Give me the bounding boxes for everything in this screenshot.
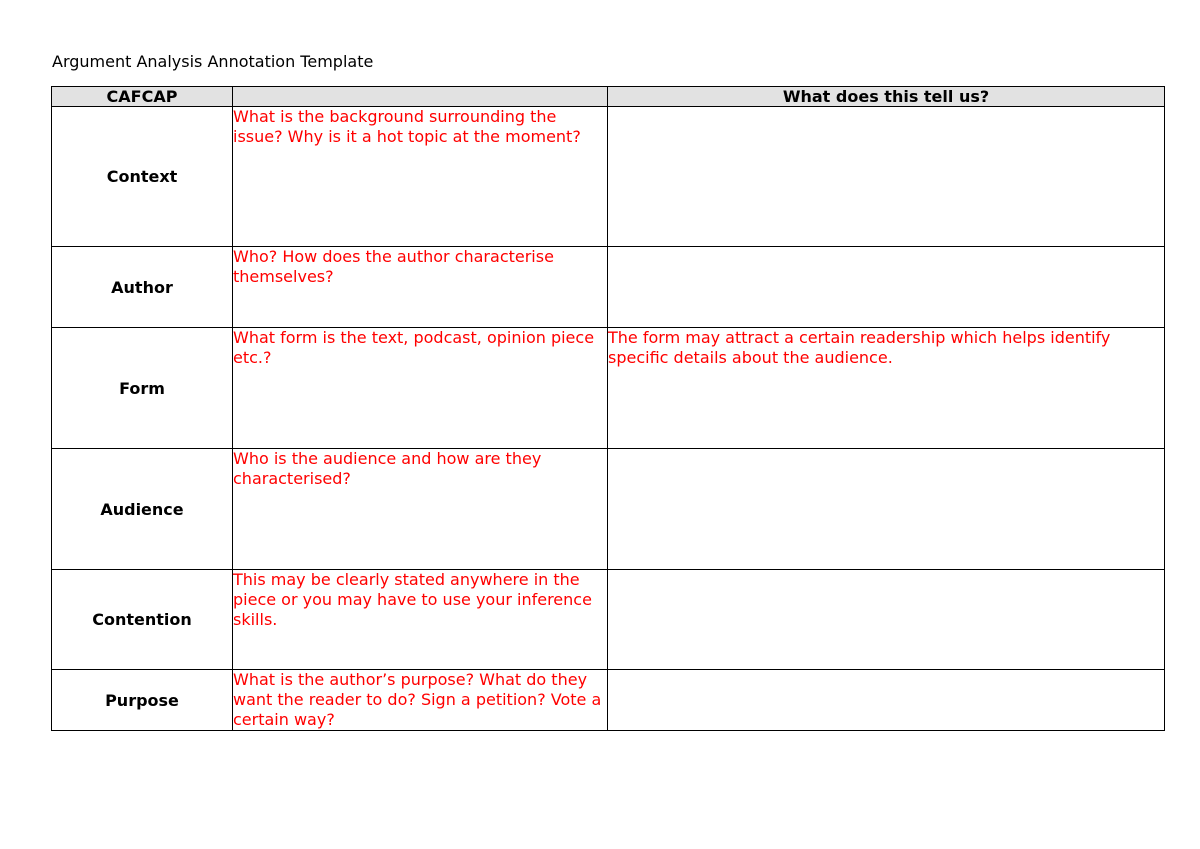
header-cafcap: CAFCAP bbox=[52, 87, 233, 107]
note-cell-form[interactable] bbox=[608, 328, 1165, 449]
header-prompt bbox=[233, 87, 608, 107]
row-label-context: Context bbox=[52, 107, 233, 247]
row-label-contention: Contention bbox=[52, 570, 233, 670]
cafcap-table bbox=[51, 86, 1165, 731]
prompt-cell-author[interactable] bbox=[233, 247, 608, 328]
prompt-text-contention: This may be clearly stated anywhere in the piece or you may have to use your inference skills. bbox=[233, 570, 592, 629]
row-label-form: Form bbox=[52, 328, 233, 449]
table-row-purpose bbox=[52, 670, 1165, 731]
prompt-cell-contention[interactable] bbox=[233, 570, 608, 670]
note-cell-contention[interactable] bbox=[608, 570, 1165, 670]
table-row-audience bbox=[52, 449, 1165, 570]
document-title: Argument Analysis Annotation Template bbox=[52, 52, 374, 71]
row-label-author: Author bbox=[52, 247, 233, 328]
prompt-text-context: What is the background surrounding the issue? Why is it a hot topic at the moment? bbox=[233, 107, 581, 146]
row-label-purpose: Purpose bbox=[52, 670, 233, 731]
note-cell-context[interactable] bbox=[608, 107, 1165, 247]
prompt-cell-audience[interactable] bbox=[233, 449, 608, 570]
note-text-form: The form may attract a certain readership which helps identify specific details about the audience. bbox=[608, 328, 1111, 367]
table-row-form bbox=[52, 328, 1165, 449]
header-what-does-this-tell-us: What does this tell us? bbox=[608, 87, 1165, 107]
prompt-text-audience: Who is the audience and how are they characterised? bbox=[233, 449, 542, 488]
table-row-context bbox=[52, 107, 1165, 247]
table-row-contention bbox=[52, 570, 1165, 670]
prompt-text-author: Who? How does the author characterise themselves? bbox=[233, 247, 554, 286]
table-row-author bbox=[52, 247, 1165, 328]
note-cell-audience[interactable] bbox=[608, 449, 1165, 570]
note-cell-purpose[interactable] bbox=[608, 670, 1165, 731]
prompt-cell-context[interactable] bbox=[233, 107, 608, 247]
prompt-text-form: What form is the text, podcast, opinion piece etc.? bbox=[233, 328, 595, 367]
row-label-audience: Audience bbox=[52, 449, 233, 570]
prompt-text-purpose: What is the author’s purpose? What do they want the reader to do? Sign a petition? Vote a certain way? bbox=[233, 670, 602, 729]
prompt-cell-form[interactable] bbox=[233, 328, 608, 449]
note-cell-author[interactable] bbox=[608, 247, 1165, 328]
table-header-row bbox=[52, 87, 1165, 107]
prompt-cell-purpose[interactable] bbox=[233, 670, 608, 731]
